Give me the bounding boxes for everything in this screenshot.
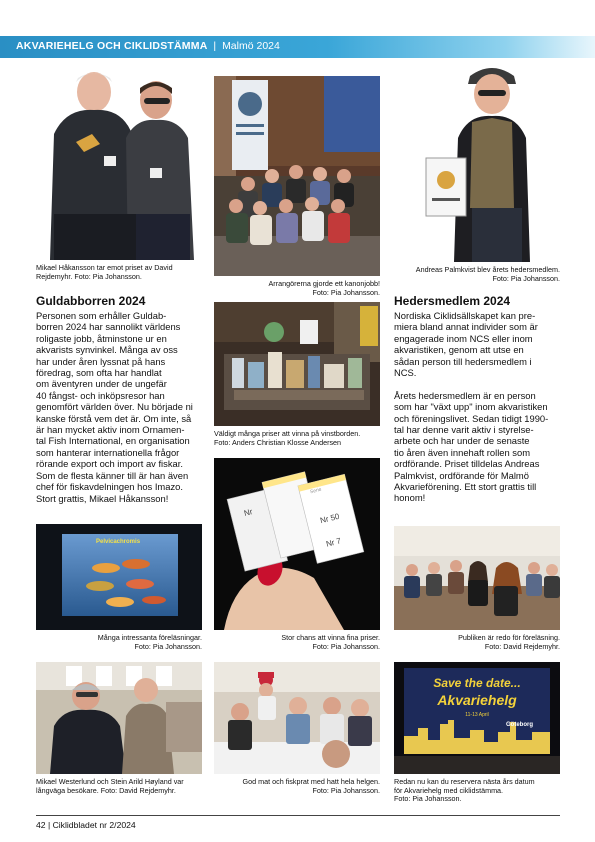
screen-line-2: Akvariehelg [437, 692, 517, 708]
photo-forelasning [36, 524, 202, 630]
caption-vinstbord [214, 430, 360, 447]
photo-vinstbord [214, 302, 380, 426]
caption-line: Redan nu kan du reservera nästa års datum [394, 777, 535, 786]
caption-andreas [370, 266, 560, 283]
screen-line-1: Save the date... [433, 676, 521, 690]
text-line: Stort grattis, Mikael Håkansson! [36, 492, 169, 504]
text-line: honom! [394, 492, 426, 504]
text-line: borren 2024 har sannolikt världens [36, 321, 181, 333]
photo-lotter [214, 458, 380, 630]
caption-line: Arrangörerna gjorde ett kanonjobb! [268, 279, 380, 288]
photo-mikael-prize [36, 64, 206, 260]
text-line: tal har denne varit aktiv i styrelse- [394, 424, 534, 436]
text-line: miera bland annat individer som är [394, 321, 538, 333]
caption-line: Foto: Anders Christian Klosse Andersen [214, 437, 342, 447]
caption-line: Väldigt många priser att vinna på vinstborden. [214, 429, 361, 438]
caption-arrangors [214, 280, 380, 297]
header-separator: | [213, 40, 217, 52]
header-title [16, 40, 280, 52]
footer-page-number: 42 | Ciklidbladet nr 2/2024 [36, 820, 136, 830]
text-line: Som de flesta känner till är han även [36, 469, 189, 481]
header-location: Malmö 2024 [222, 40, 280, 52]
caption-mikael [36, 264, 173, 281]
caption-line: Foto: Pia Johansson. [134, 641, 202, 651]
text-line: engagerade inom NCS eller inom [394, 332, 533, 344]
caption-savedate [394, 778, 535, 804]
ticket-number-b: Nr 7 [325, 536, 342, 549]
text-line: Akvarieförening. Ett stort grattis till [394, 481, 537, 493]
text-hedersmedlem [394, 310, 548, 504]
caption-line: Foto: Pia Johansson. [312, 287, 380, 297]
caption-line: Foto: Pia Johansson. [312, 641, 380, 651]
caption-mat [214, 778, 380, 795]
text-line: akvarists synvinkel. Många av oss [36, 344, 178, 356]
ticket-number-c: Nr [243, 507, 254, 518]
text-line: Årets hedersmedlem är en person [394, 389, 536, 401]
text-line: arbete och har under de senaste [394, 435, 530, 447]
heading-guldabborren: Guldabborren 2024 [36, 294, 146, 308]
text-line: föredrag, som ofta har handlat [36, 367, 162, 379]
caption-line: Foto: David Rejdemyhr. [484, 641, 560, 651]
text-line: akvaristiken, genom att utse en [394, 344, 524, 356]
text-line: sådan person till hedersmedlem i [394, 355, 532, 367]
heading-hedersmedlem: Hedersmedlem 2024 [394, 294, 511, 308]
caption-lotter [214, 634, 380, 651]
text-line: kanske förstå vem det är. Om inte, så [36, 412, 192, 424]
caption-forelasningar [36, 634, 202, 651]
text-line: rörande export och import av fiskar. [36, 458, 183, 470]
text-line: om äventyren under de ungefär [36, 378, 167, 390]
caption-publiken [394, 634, 560, 651]
caption-line: Foto: Pia Johansson. [394, 794, 462, 804]
caption-line: Foto: Pia Johansson. [312, 785, 380, 795]
caption-line: Foto: Pia Johansson. [492, 273, 560, 283]
text-guldabborren [36, 310, 193, 504]
photo-andreas [418, 58, 560, 262]
paragraph-gap [394, 378, 548, 389]
text-line: ordförande. Priset tilldelas Andreas [394, 458, 540, 470]
text-line: Palmkvist, ordförande för Malmö [394, 469, 529, 481]
caption-line: Mikael Håkansson tar emot priset av David [36, 263, 173, 272]
caption-line: Publiken är redo för föreläsning. [458, 633, 560, 642]
text-line: är han mycket aktiv inom Ornamen- [36, 424, 185, 436]
text-line: tal Fish International, en organisation [36, 435, 190, 447]
slide-title: Pelvicachromis [96, 539, 141, 545]
photo-arrangors [214, 76, 380, 276]
text-line: tio åren även innehaft rollen som [394, 446, 531, 458]
text-line: som hanterar internationella frågor [36, 446, 180, 458]
ticket-label: Serie [309, 486, 323, 496]
header-main-title: AKVARIEHELG OCH CIKLIDSTÄMMA [16, 40, 208, 52]
text-line: Personen som erhåller Guldab- [36, 310, 167, 321]
caption-line: för Akvariehelg med ciklidstämma. [394, 785, 504, 795]
caption-line: Stor chans att vinna fina priser. [281, 633, 380, 642]
caption-line: Många intressanta föreläsningar. [97, 633, 202, 642]
photo-westerlund [36, 662, 202, 774]
text-line: och föreningslivet. Sedan tidigt 1990- [394, 412, 549, 424]
text-line: genomfört världen över. Nu började ni [36, 401, 193, 413]
screen-city: Göteborg [506, 722, 533, 728]
caption-westerlund [36, 778, 184, 795]
caption-line: Andreas Palmkvist blev årets hedersmedlem. [415, 265, 560, 274]
text-line: Nordiska Ciklidsällskapet kan pre- [394, 310, 536, 321]
caption-line: God mat och fiskprat med hatt hela helgen. [242, 777, 380, 786]
photo-publiken [394, 526, 560, 630]
photo-save-the-date [394, 662, 560, 774]
text-line: som har "växt upp" inom akvaristiken [394, 401, 548, 413]
caption-line: långväga besökare. Foto: David Rejdemyhr. [36, 785, 176, 795]
photo-mat [214, 662, 380, 774]
text-line: chef för fiskavdelningen hos Imazo. [36, 481, 183, 493]
ticket-number-a: Nr 50 [319, 511, 341, 526]
caption-line: Mikael Westerlund och Stein Arild Høyland var [36, 777, 184, 786]
screen-date: 11-13 April [465, 712, 489, 718]
caption-line: Rejdemyhr. Foto: Pia Johansson. [36, 271, 142, 281]
text-line: 40 fångst- och inköpsresor han [36, 389, 165, 401]
text-line: NCS. [394, 367, 417, 379]
footer-rule [36, 815, 560, 816]
text-line: har under åren lyssnat på hans [36, 355, 166, 367]
text-line: roligaste jobb, åtminstone ur en [36, 332, 167, 344]
